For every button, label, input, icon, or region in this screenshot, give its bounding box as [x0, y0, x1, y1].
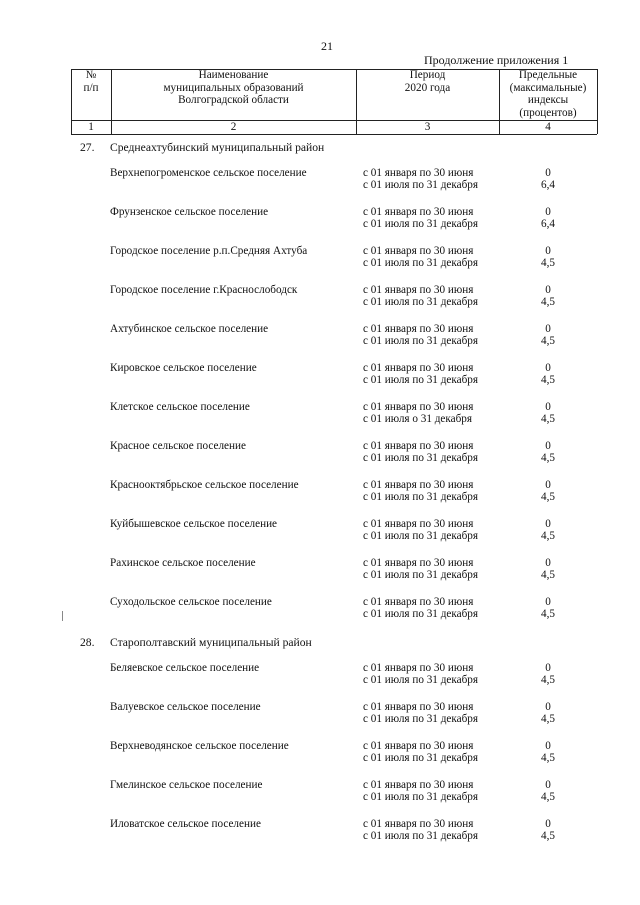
index-first-half: 0 [545, 557, 551, 569]
settlement-name: Валуевское сельское поселение [110, 701, 261, 713]
period-first-half: с 01 января по 30 июня [363, 401, 474, 413]
header-col-index: Предельные (максимальные) индексы (процентов) [509, 69, 587, 119]
settlement-name: Гмелинское сельское поселение [110, 779, 263, 791]
period-first-half: с 01 января по 30 июня [363, 284, 474, 296]
period-second-half: с 01 июля по 31 декабря [363, 335, 479, 347]
period-second-half: с 01 июля о 31 декабря [363, 413, 473, 425]
settlement-name: Краснооктябрьское сельское поселение [110, 479, 299, 491]
period-first-half: с 01 января по 30 июня [363, 323, 474, 335]
period-second-half: с 01 июля по 31 декабря [363, 374, 479, 386]
period-first-half: с 01 января по 30 июня [363, 479, 474, 491]
header-col-name: Наименование муниципальных образований Волгоградской области [163, 69, 304, 107]
district-number: 27. [80, 141, 95, 154]
settlement-name: Суходольское сельское поселение [110, 596, 272, 608]
index-second-half: 4,5 [541, 830, 555, 842]
period-second-half: с 01 июля по 31 декабря [363, 713, 479, 725]
index-second-half: 4,5 [541, 335, 555, 347]
index-second-half: 4,5 [541, 791, 555, 803]
index-second-half: 4,5 [541, 752, 555, 764]
index-second-half: 4,5 [541, 374, 555, 386]
header-num-1: 1 [88, 121, 94, 133]
period-second-half: с 01 июля по 31 декабря [363, 608, 479, 620]
period-first-half: с 01 января по 30 июня [363, 362, 474, 374]
period-second-half: с 01 июля по 31 декабря [363, 674, 479, 686]
continuation-label: Продолжение приложения 1 [424, 53, 569, 67]
period-first-half: с 01 января по 30 июня [363, 596, 474, 608]
settlement-name: Куйбышевское сельское поселение [110, 518, 278, 530]
period-second-half: с 01 июля по 31 декабря [363, 452, 479, 464]
index-second-half: 4,5 [541, 608, 555, 620]
period-second-half: с 01 июля по 31 декабря [363, 830, 479, 842]
index-first-half: 0 [545, 662, 551, 674]
index-second-half: 4,5 [541, 530, 555, 542]
index-second-half: 4,5 [541, 713, 555, 725]
period-first-half: с 01 января по 30 июня [363, 206, 474, 218]
index-first-half: 0 [545, 284, 551, 296]
index-first-half: 0 [545, 479, 551, 491]
settlement-name: Фрунзенское сельское поселение [110, 206, 269, 218]
settlement-name: Беляевское сельское поселение [110, 662, 260, 674]
settlement-name: Кировское сельское поселение [110, 362, 257, 374]
index-second-half: 4,5 [541, 491, 555, 503]
period-second-half: с 01 июля по 31 декабря [363, 257, 479, 269]
period-second-half: с 01 июля по 31 декабря [363, 491, 479, 503]
settlement-name: Верхневодянское сельское поселение [110, 740, 289, 752]
period-first-half: с 01 января по 30 июня [363, 701, 474, 713]
margin-mark [62, 611, 63, 621]
header-col-number: № п/п [83, 69, 99, 94]
district-name: Старополтавский муниципальный район [110, 636, 312, 649]
period-first-half: с 01 января по 30 июня [363, 518, 474, 530]
period-second-half: с 01 июля по 31 декабря [363, 569, 479, 581]
period-first-half: с 01 января по 30 июня [363, 779, 474, 791]
index-first-half: 0 [545, 596, 551, 608]
header-num-3: 3 [424, 121, 431, 133]
index-second-half: 4,5 [541, 452, 555, 464]
header-num-4: 4 [545, 121, 551, 133]
index-first-half: 0 [545, 401, 551, 413]
index-first-half: 0 [545, 323, 551, 335]
index-second-half: 6,4 [541, 218, 555, 230]
settlement-name: Городское поселение р.п.Средняя Ахтуба [110, 245, 308, 257]
index-first-half: 0 [545, 362, 551, 374]
index-first-half: 0 [545, 440, 551, 452]
period-second-half: с 01 июля по 31 декабря [363, 752, 479, 764]
period-second-half: с 01 июля по 31 декабря [363, 179, 479, 191]
settlement-name: Верхнепогроменское сельское поселение [110, 167, 307, 179]
period-second-half: с 01 июля по 31 декабря [363, 296, 479, 308]
period-first-half: с 01 января по 30 июня [363, 167, 474, 179]
period-second-half: с 01 июля по 31 декабря [363, 791, 479, 803]
settlement-name: Рахинское сельское поселение [110, 557, 256, 569]
index-second-half: 4,5 [541, 413, 555, 425]
header-num-2: 2 [230, 121, 237, 133]
index-second-half: 6,4 [541, 179, 555, 191]
header-bottom-rule [71, 134, 597, 135]
district-name: Среднеахтубинский муниципальный район [110, 141, 325, 154]
index-second-half: 4,5 [541, 257, 555, 269]
index-second-half: 4,5 [541, 674, 555, 686]
index-first-half: 0 [545, 818, 551, 830]
settlement-name: Ахтубинское сельское поселение [110, 323, 269, 335]
index-first-half: 0 [545, 740, 551, 752]
settlement-name: Городское поселение г.Краснослободск [110, 284, 298, 296]
district-number: 28. [80, 636, 95, 649]
period-first-half: с 01 января по 30 июня [363, 740, 474, 752]
index-first-half: 0 [545, 167, 551, 179]
settlement-name: Клетское сельское поселение [110, 401, 250, 413]
settlement-name: Иловатское сельское поселение [110, 818, 261, 830]
period-first-half: с 01 января по 30 июня [363, 662, 474, 674]
index-first-half: 0 [545, 206, 551, 218]
period-second-half: с 01 июля по 31 декабря [363, 530, 479, 542]
period-first-half: с 01 января по 30 июня [363, 440, 474, 452]
period-second-half: с 01 июля по 31 декабря [363, 218, 479, 230]
period-first-half: с 01 января по 30 июня [363, 557, 474, 569]
col-rule [597, 69, 598, 134]
period-first-half: с 01 января по 30 июня [363, 818, 474, 830]
page-number: 21 [321, 39, 333, 53]
index-first-half: 0 [545, 701, 551, 713]
index-first-half: 0 [545, 779, 551, 791]
index-first-half: 0 [545, 245, 551, 257]
index-second-half: 4,5 [541, 569, 555, 581]
period-first-half: с 01 января по 30 июня [363, 245, 474, 257]
header-col-period: Период 2020 года [404, 69, 451, 94]
index-first-half: 0 [545, 518, 551, 530]
index-second-half: 4,5 [541, 296, 555, 308]
settlement-name: Красное сельское поселение [110, 440, 246, 452]
